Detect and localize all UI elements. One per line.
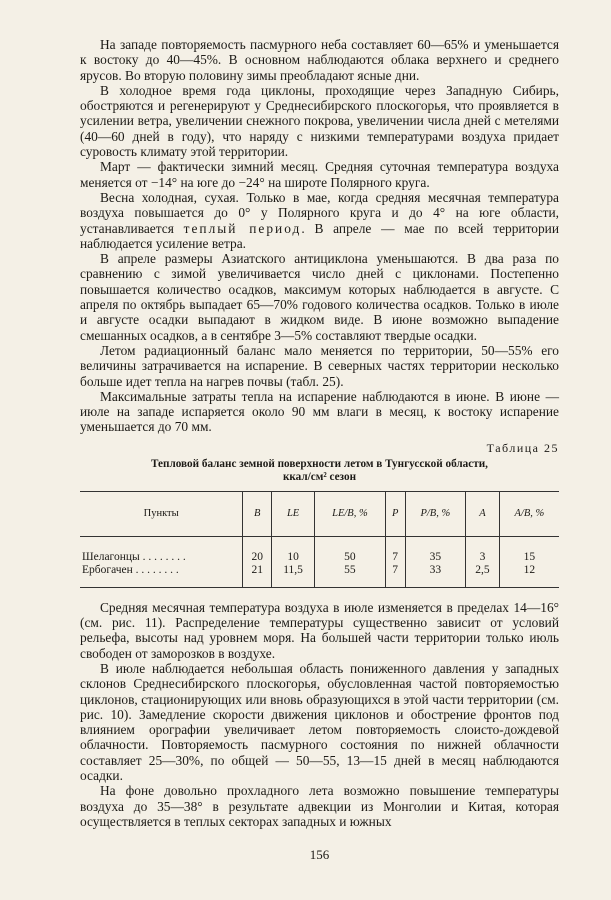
- table-title-line: Тепловой баланс земной поверхности летом в Тунгусской области,: [151, 457, 488, 470]
- station-name: Ербогачен . . . . . . . .: [80, 564, 243, 588]
- station-name: Шелагонцы . . . . . . . .: [82, 550, 186, 563]
- table-cell: 15: [499, 551, 559, 564]
- paragraph: Март — фактически зимний месяц. Средняя суточная температура воздуха меняется от −14° на юге до −24° на широте Полярного круга.: [80, 159, 559, 190]
- table-cell: 55: [315, 564, 386, 588]
- paragraph: В апреле размеры Азиатского антициклона уменьшаются. В два раза по сравнению с зимой увеличивается число дней с циклонами. Постепенно повышается количество осадков, максимум которых наблюдается в августе. С апреля по октябрь выпадает 65—70% годового количества осадков. Только в июле и августе осадки выпадают в жидком виде. В июне возможно выпадение смешанных осадков, а в сентябре 3—5% составляют твердые осадки.: [80, 251, 559, 343]
- column-header: LE/B, %: [315, 491, 386, 536]
- table-cell: 35: [405, 551, 465, 564]
- paragraph-spring: [80, 190, 559, 251]
- paragraph: На западе повторяемость пасмурного неба составляет 60—65% и уменьшается к востоку до 40—45%. В основном наблюдаются облака верхнего и среднего ярусов. Во вторую половину зимы преобладают ясные дни.: [80, 37, 559, 83]
- table-cell: 12: [499, 564, 559, 588]
- column-header: A/B, %: [499, 491, 559, 536]
- heat-balance-table: [80, 491, 559, 588]
- paragraph: Средняя месячная температура воздуха в июле изменяется в пределах 14—16° (см. рис. 11). Распределение температуры существенно зависит от условий рельефа, высоты над уровнем моря. На большей части территории только июль свободен от заморозков в воздухе.: [80, 599, 559, 661]
- column-header: Пункты: [80, 491, 243, 536]
- column-header: LE: [272, 491, 315, 536]
- paragraph: Максимальные затраты тепла на испарение наблюдаются в июне. В июне — июле на западе испаряется около 90 мм влаги в месяц, к востоку испарение уменьшается до 70 мм.: [80, 388, 559, 435]
- column-header: P/B, %: [405, 491, 465, 536]
- table-cell: 2,5: [466, 564, 500, 588]
- column-header: A: [466, 491, 500, 536]
- table-caption: Таблица 25: [486, 440, 559, 455]
- paragraph: На фоне довольно прохладного лета возможно повышение температуры воздуха до 35—38° в результате адвекции из Монголии и Китая, которая осуществляется в теплых секторах западных и южных: [80, 783, 559, 829]
- table-title-line: ккал/см² сезон: [282, 471, 357, 484]
- table-row: [80, 551, 559, 564]
- spaced-term: теплый период: [183, 220, 302, 236]
- table-cell: 20: [243, 551, 272, 564]
- table-cell: 7: [385, 564, 405, 588]
- spring-text-1: Весна холодная, сухая. Только в мае, когда средняя месячная температура воздуха повышается до 0° у Полярного круга и до 4° на юге области, устанавливается: [80, 189, 559, 236]
- paragraph: В холодное время года циклоны, проходящие через Западную Сибирь, обостряются и регенерируют у Среднесибирского плоскогорья, что проявляется в усилении ветра, увеличении снежного покрова, увеличении числа дней с метелями (40—60 дней в году), что наряду с низкими температурами воздуха придает суровость климату этой территории.: [80, 82, 559, 160]
- table-cell: 7: [385, 551, 405, 564]
- column-header: P: [385, 491, 405, 536]
- table-cell: 10: [272, 551, 315, 564]
- table-cell: 11,5: [272, 564, 315, 588]
- table-row: [80, 564, 559, 588]
- table-spacer-row: [80, 536, 559, 551]
- table-cell: 50: [315, 551, 386, 564]
- page-number: 156: [309, 847, 330, 863]
- column-header: B: [243, 491, 272, 536]
- table-cell: 3: [466, 551, 500, 564]
- table-title: [80, 458, 559, 485]
- table-header-row: [80, 491, 559, 536]
- table-cell: 21: [243, 564, 272, 588]
- spring-text-2: . В апреле — мае по всей территории наблюдается усиление ветра.: [80, 220, 559, 251]
- paragraph: Летом радиационный баланс мало меняется по территории, 50—55% его величины затрачивается на испарение. В северных частях территории несколько больше идет тепла на нагрев почвы (табл. 25).: [80, 342, 559, 389]
- paragraph: В июле наблюдается небольшая область пониженного давления у западных склонов Среднесибирского плоскогорья, обусловленная частой повторяемостью циклонов, стационирующих или вновь образующихся в этой части территории (см. рис. 10). Замедление скорости движения циклонов и обострение фронтов под влиянием орографии увеличивает летом повторяемость слоисто-дождевой облачности. Повторяемость пасмурного состояния по нижней облачности составляет 25—30%, по общей — 50—55, 13—15 дней в месяц наблюдаются осадки.: [80, 660, 559, 783]
- table-cell: 33: [405, 564, 465, 588]
